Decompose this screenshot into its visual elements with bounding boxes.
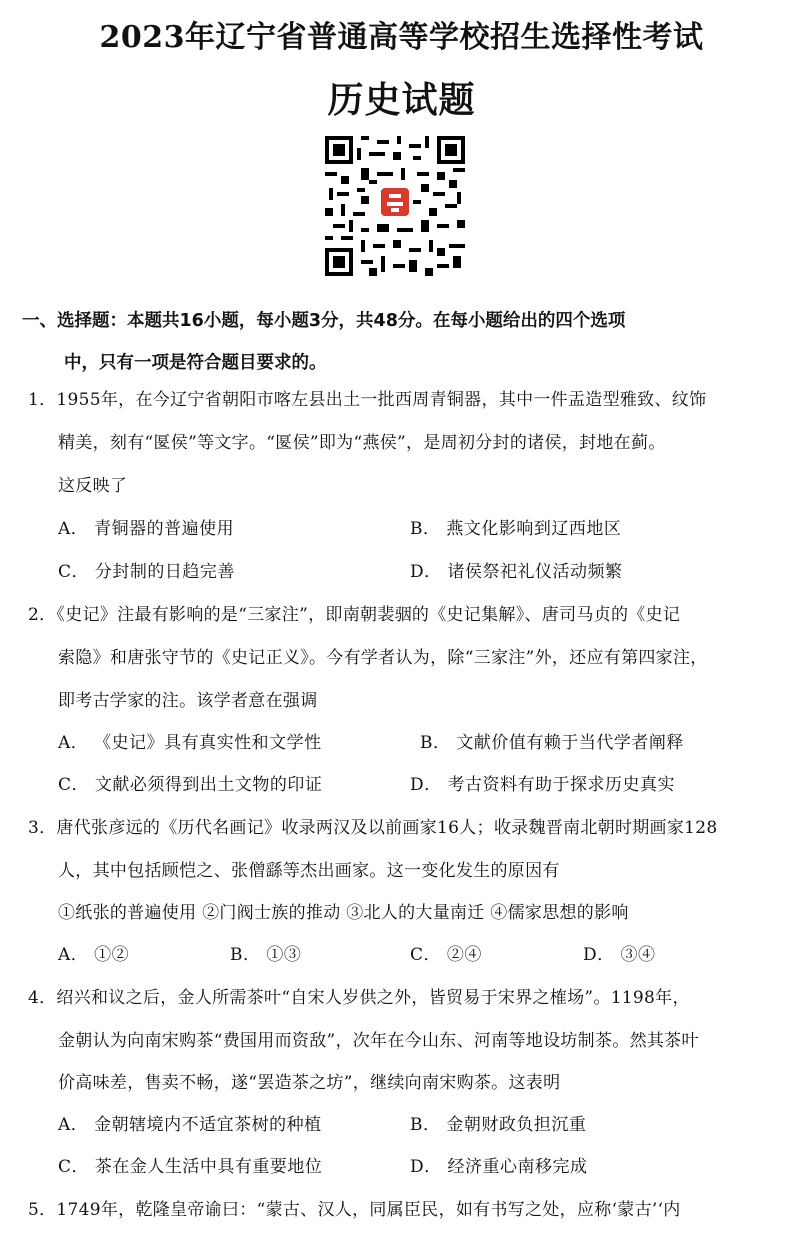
q4-option-a[interactable]: A． 金朝辖境内不适宜茶树的种植 [58,1115,322,1135]
q1-line-1: 1．1955年，在今辽宁省朝阳市喀左县出土一批西周青铜器，其中一件盂造型雅致、纹饰 [28,390,707,410]
q5-line-1: 5．1749年，乾隆皇帝谕曰：“蒙古、汉人，同属臣民，如有书写之处，应称‘蒙古’‘内 [28,1200,681,1220]
q1-line-2: 精美，刻有“匽侯”等文字。“匽侯”即为“燕侯”，是周初分封的诸侯，封地在蓟。 [58,433,666,453]
qr-code [325,136,465,276]
section-heading [22,300,792,384]
q2-option-b[interactable]: B． 文献价值有赖于当代学者阐释 [420,733,684,753]
q2-option-d[interactable]: D． 考古资料有助于探求历史真实 [410,775,676,795]
section-heading-line1: 一、选择题：本题共16小题，每小题3分，共48分。在每小题给出的四个选项 [22,311,626,331]
q4-line-1: 4．绍兴和议之后，金人所需茶叶“自宋人岁供之外，皆贸易于宋界之榷场”。1198年， [28,988,690,1008]
q3-line-1: 3．唐代张彦远的《历代名画记》收录两汉及以前画家16人；收录魏晋南北朝时期画家128 [28,818,718,838]
q4-option-c[interactable]: C． 茶在金人生活中具有重要地位 [58,1157,323,1177]
q4-option-d[interactable]: D． 经济重心南移完成 [410,1157,588,1177]
q2-option-a[interactable]: A． 《史记》具有真实性和文学性 [58,733,322,753]
q2-line-1: 2．《史记》注最有影响的是“三家注”，即南朝裴骃的《史记集解》、唐司马贞的《史记 [28,605,681,625]
q3-statements: ①纸张的普遍使用 ②门阀士族的推动 ③北人的大量南迁 ④儒家思想的影响 [58,903,629,923]
q3-line-2: 人，其中包括顾恺之、张僧繇等杰出画家。这一变化发生的原因有 [58,861,560,881]
q4-line-3: 价高味差，售卖不畅，遂“罢造茶之坊”，继续向南宋购茶。这表明 [58,1073,561,1093]
q1-option-c[interactable]: C． 分封制的日趋完善 [58,562,235,582]
q3-option-c[interactable]: C． ②④ [410,945,482,965]
q2-option-c[interactable]: C． 文献必须得到出土文物的印证 [58,775,323,795]
q3-option-a[interactable]: A． ①② [58,945,130,965]
subject-title: 历史试题 [327,80,476,121]
q4-option-b[interactable]: B． 金朝财政负担沉重 [410,1115,587,1135]
section-heading-line2: 中，只有一项是符合题目要求的。 [64,353,327,373]
q3-option-d[interactable]: D． ③④ [583,945,656,965]
q1-option-b[interactable]: B． 燕文化影响到辽西地区 [410,519,622,539]
q2-line-2: 索隐》和唐张守节的《史记正义》。今有学者认为，除“三家注”外，还应有第四家注， [58,648,708,668]
q1-option-d[interactable]: D． 诸侯祭祀礼仪活动频繁 [410,562,623,582]
q1-line-3: 这反映了 [58,476,128,496]
exam-title: 2023年辽宁省普通高等学校招生选择性考试 [99,20,704,55]
q2-line-3: 即考古学家的注。该学者意在强调 [58,691,318,711]
q3-option-b[interactable]: B． ①③ [230,945,302,965]
q1-option-a[interactable]: A． 青铜器的普遍使用 [58,519,235,539]
q4-line-2: 金朝认为向南宋购茶“费国用而资敌”，次年在今山东、河南等地设坊制茶。然其茶叶 [58,1031,699,1051]
